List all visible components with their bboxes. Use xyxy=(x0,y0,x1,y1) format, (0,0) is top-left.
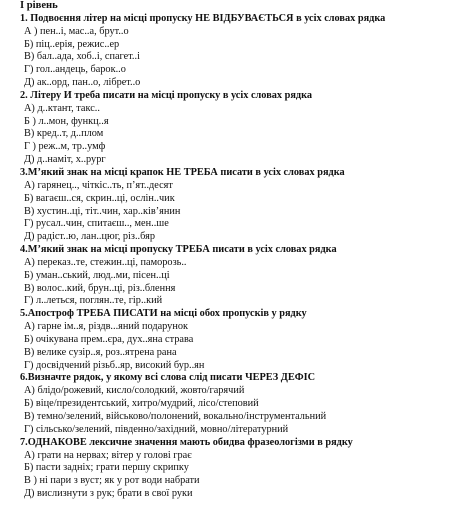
question-7-title: 7.ОДНАКОВЕ лексичне значення мають обидва фразеологізми в рядку xyxy=(20,436,353,448)
question-7-option-b: Б) пасти задніх; грати першу скрипку xyxy=(24,462,189,474)
question-2-option-b: Б ) л..мон, функц..я xyxy=(24,115,109,127)
question-2-option-c: В) кред..т, д..плом xyxy=(24,128,104,140)
question-5-option-d: Г) досвідчений різьб..яр, високий бур..ян xyxy=(24,359,205,371)
question-3-title: 3.М’який знак на місці крапок НЕ ТРЕБА писати в усіх словах рядка xyxy=(20,166,345,178)
question-1-option-e: Д) ак..орд, пан..о, лібрет..о xyxy=(24,77,141,89)
question-4-option-a: А) переказ..те, стежин..ці, паморозь.. xyxy=(24,256,187,268)
question-5-title: 5.Апостроф ТРЕБА ПИСАТИ на місці обох пропусків у рядку xyxy=(20,308,307,320)
question-3-option-a: А) гарянец.., чіткіс..ть, п’ят..десят xyxy=(24,179,173,191)
question-6-option-d: Г) сільсько/зелений, південно/західний, мовно/літературний xyxy=(24,423,289,435)
question-4-option-b: Б) уман..ський, люд..ми, пісен..ці xyxy=(24,269,170,281)
question-2-option-a: А) д..ктант, такс.. xyxy=(24,102,100,114)
question-6-title: 6.Визначте рядок, у якому всі слова слід писати ЧЕРЕЗ ДЕФІС xyxy=(20,372,316,384)
question-6-option-b: Б) віце/президентський, хитро/мудрий, лісо/степовий xyxy=(24,398,259,410)
question-4-option-c: В) волос..кий, брун..ці, різ..блення xyxy=(24,282,176,294)
question-2-option-e: Д) д..наміт, х..рург xyxy=(24,154,106,166)
question-3-option-c: В) хустин..ці, тіт..чин, хар..ків’янин xyxy=(24,205,181,217)
question-3-option-e: Д) радіст..ю, лан..цюг, різ..бяр xyxy=(24,231,156,243)
question-1-option-b: Б) піц..ерія, режис..ер xyxy=(24,38,120,50)
question-5-option-b: Б) очікувана прем..єра, дух..яна страва xyxy=(24,333,194,345)
question-1-title: 1. Подвоєння літер на місці пропуску НЕ ВІДБУВАЄТЬСЯ в усіх словах рядка xyxy=(20,12,386,24)
question-2-title: 2. Літеру И треба писати на місці пропуску в усіх словах рядка xyxy=(20,89,313,101)
question-6-option-c: В) темно/зелений, військово/полонений, вокально/інструментальний xyxy=(24,411,327,422)
question-1-option-a: А ) пен..і, мас..а, брут..о xyxy=(24,25,129,37)
question-1-option-c: В) бал..ада, хоб..і, спагет..і xyxy=(24,51,140,63)
question-3-option-d: Г) русал..чин, спитаєш.., мен..ше xyxy=(24,218,169,230)
question-6-option-a: А) блідо/рожевий, кисло/солодкий, жовто/гарячий xyxy=(24,385,245,397)
question-2-option-d: Г ) реж..м, тр..умф xyxy=(24,141,106,153)
question-3-option-b: Б) вагаєш..ся, скрин..ці, ослін..чик xyxy=(24,192,175,204)
question-7-option-a: А) грати на нервах; вітер у голові грає xyxy=(24,449,192,461)
question-7-option-c: В ) ні пари з вуст; як у рот води набрати xyxy=(24,475,200,487)
question-5-option-c: В) велике сузір..я, роз..ятрена рана xyxy=(24,346,177,358)
question-1-option-d: Г) гол..андець, барок..о xyxy=(24,64,126,76)
question-4-title: 4.М’який знак на місці пропуску ТРЕБА писати в усіх словах рядка xyxy=(20,244,337,256)
question-5-option-a: А) гарне ім..я, різдв...яний подарунок xyxy=(24,321,188,333)
level-heading: І рівень xyxy=(20,0,58,11)
question-7-option-d: Д) вислизнути з рук; брати в свої руки xyxy=(24,488,193,500)
question-4-option-d: Г) л..леться, поглян..те, гір..кий xyxy=(24,295,163,307)
